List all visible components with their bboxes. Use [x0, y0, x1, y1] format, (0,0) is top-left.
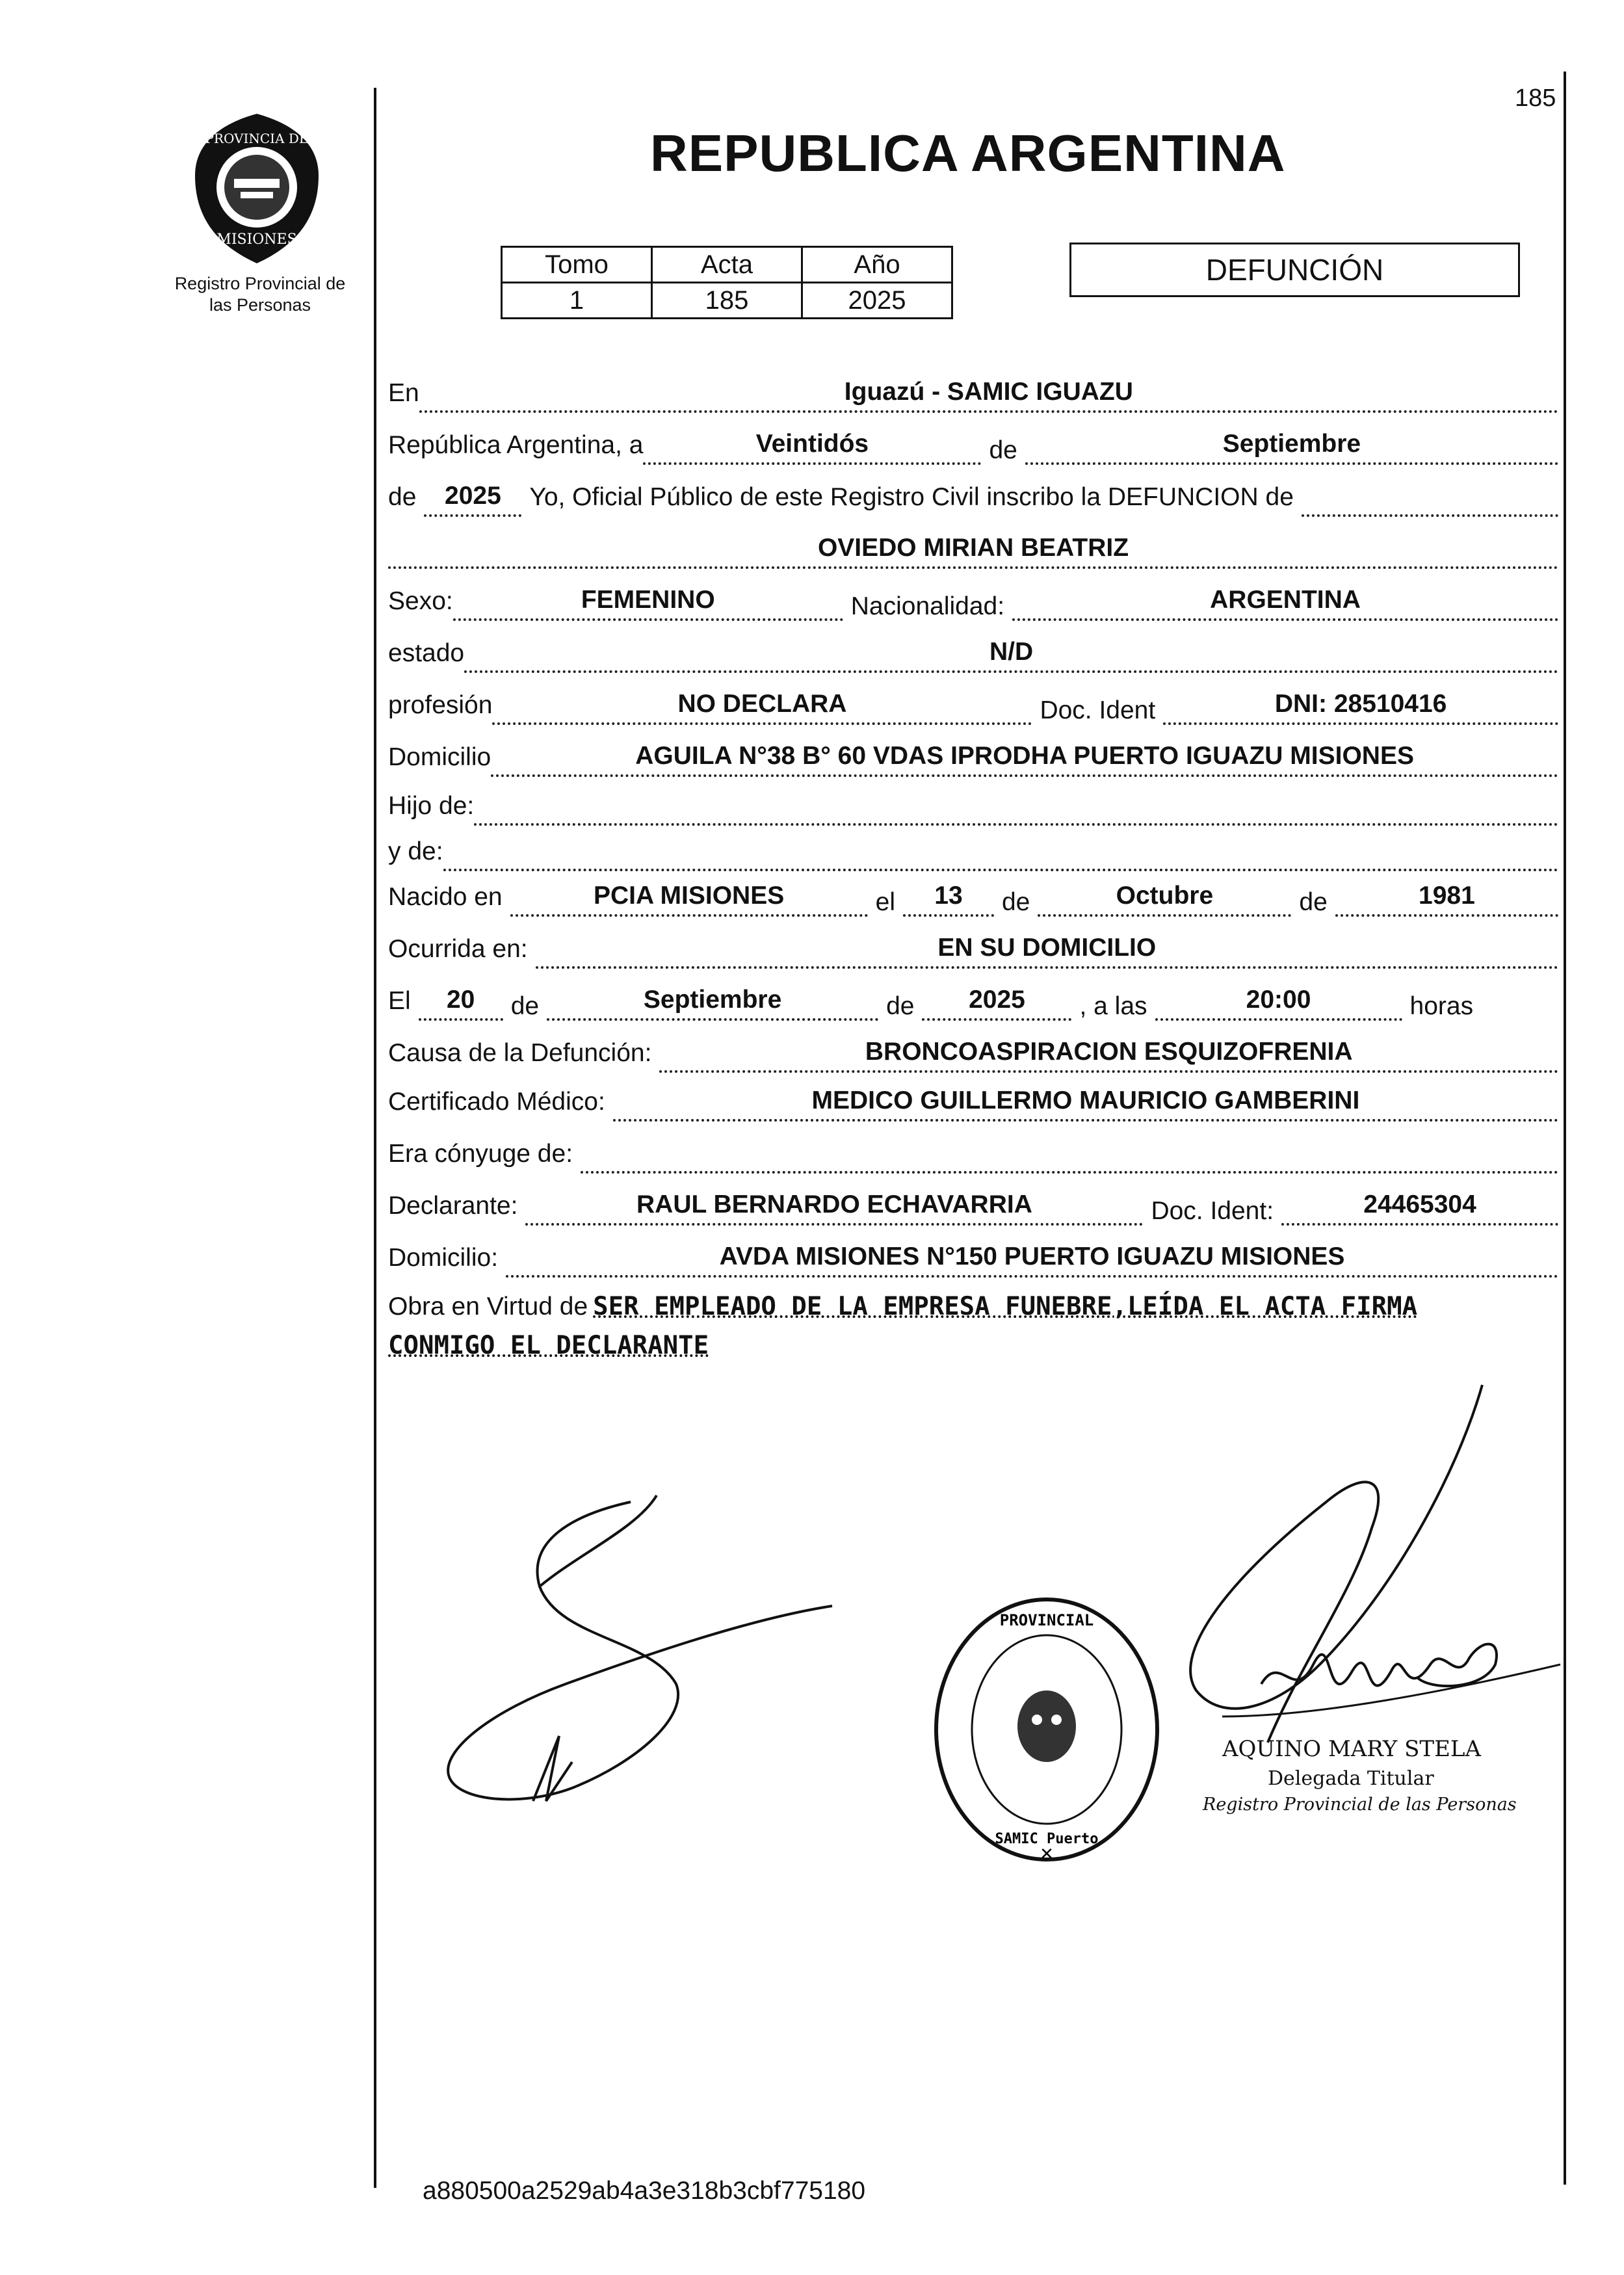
row-declarante	[388, 1187, 1558, 1226]
label-de: de	[989, 436, 1017, 464]
page-title: REPUBLICA ARGENTINA	[650, 124, 1286, 182]
delegate-signature	[1157, 1378, 1573, 1782]
left-margin-rule	[374, 88, 376, 2188]
label-hijo-de: Hijo de:	[388, 792, 475, 820]
field-y-de	[443, 834, 1558, 871]
label-doc-ident: Doc. Ident	[1040, 696, 1156, 724]
row-conyuge	[388, 1135, 1558, 1174]
label-nacionalidad: Nacionalidad:	[850, 592, 1005, 620]
label-nacido-en: Nacido en	[388, 883, 503, 911]
label-horas: horas	[1409, 992, 1474, 1020]
field-sexo: FEMENINO	[453, 583, 843, 621]
row-domicilio	[388, 738, 1558, 777]
label-el: el	[875, 888, 895, 916]
row-place	[388, 374, 1558, 413]
field-nacionalidad: ARGENTINA	[1012, 583, 1558, 621]
label-domicilio: Domicilio	[388, 743, 491, 771]
field-place: Iguazú - SAMIC IGUAZU	[419, 375, 1558, 413]
signatory-name: AQUINO MARY STELA	[1222, 1736, 1482, 1762]
label-de-month: de	[1001, 888, 1030, 916]
row-certificado	[388, 1083, 1558, 1122]
label-doc-ident2: Doc. Ident:	[1151, 1197, 1274, 1225]
label-estado: estado	[388, 639, 465, 667]
row-ocurrida	[388, 930, 1558, 969]
registry-label-line2: las Personas	[209, 295, 311, 315]
row-y-de	[388, 832, 1558, 871]
row-deceased-name	[388, 530, 1558, 569]
field-officer-blank	[1302, 479, 1558, 517]
label-certificado: Certificado Médico:	[388, 1088, 605, 1116]
row-profesion	[388, 686, 1558, 725]
field-birth-day: 13	[903, 879, 994, 917]
field-birth-year: 1981	[1335, 879, 1558, 917]
document-hash: a880500a2529ab4a3e318b3cbf775180	[423, 2177, 866, 2205]
field-declarante-domicilio: AVDA MISIONES N°150 PUERTO IGUAZU MISIONES	[506, 1240, 1558, 1278]
field-declarante: RAUL BERNARDO ECHAVARRIA	[525, 1188, 1143, 1226]
signatory-organization: Registro Provincial de las Personas	[1203, 1795, 1517, 1815]
row-date	[388, 426, 1558, 465]
field-domicilio: AGUILA N°38 B° 60 VDAS IPRODHA PUERTO IGUAZU MISIONES	[491, 739, 1558, 777]
label-obra: Obra en Virtud de	[388, 1293, 588, 1321]
label-conyuge: Era cónyuge de:	[388, 1140, 573, 1168]
header-ano: Año	[802, 247, 952, 283]
row-nacido	[388, 878, 1558, 917]
field-causa: BRONCOASPIRACION ESQUIZOFRENIA	[659, 1035, 1558, 1073]
svg-text:✕: ✕	[1040, 1845, 1054, 1864]
field-nacido-en: PCIA MISIONES	[510, 879, 868, 917]
label-a-las: , a las	[1079, 992, 1147, 1020]
field-month: Septiembre	[1025, 427, 1558, 465]
field-estado: N/D	[464, 635, 1558, 673]
svg-text:MISIONES: MISIONES	[216, 231, 297, 248]
right-margin-rule	[1564, 72, 1566, 2185]
page-number: 185	[1515, 85, 1556, 112]
field-obra-line2: CONMIGO EL DECLARANTE	[388, 1331, 709, 1360]
field-deceased-name: OVIEDO MIRIAN BEATRIZ	[388, 531, 1558, 569]
value-tomo: 1	[502, 283, 652, 319]
book-reference-table	[501, 246, 953, 319]
field-day-text: Veintidós	[643, 427, 981, 465]
field-year: 2025	[424, 479, 521, 517]
field-conyuge	[581, 1136, 1558, 1174]
province-seal-logo	[189, 111, 325, 267]
field-hijo-de	[474, 788, 1558, 826]
label-domicilio2: Domicilio:	[388, 1244, 499, 1272]
row-estado	[388, 634, 1558, 673]
field-doc-ident: DNI: 28510416	[1163, 687, 1558, 725]
field-death-month: Septiembre	[547, 983, 878, 1021]
declarant-signature	[442, 1489, 845, 1827]
row-hijo-de	[388, 787, 1558, 826]
label-sexo: Sexo:	[388, 587, 453, 615]
header-acta: Acta	[652, 247, 802, 283]
document-type-box	[1069, 243, 1520, 297]
label-profesion: profesión	[388, 691, 493, 719]
label-causa: Causa de la Defunción:	[388, 1039, 652, 1067]
registry-label	[156, 273, 364, 316]
label-de-year2: de	[1299, 888, 1328, 916]
value-acta: 185	[652, 283, 802, 319]
official-stamp	[923, 1586, 1170, 1873]
field-birth-month: Octubre	[1038, 879, 1291, 917]
signatory-role: Delegada Titular	[1268, 1767, 1434, 1790]
field-death-day: 20	[419, 983, 503, 1021]
label-de-year: de	[388, 483, 417, 511]
label-declarante: Declarante:	[388, 1192, 518, 1220]
header-tomo: Tomo	[502, 247, 652, 283]
field-certificado: MEDICO GUILLERMO MAURICIO GAMBERINI	[613, 1084, 1558, 1122]
svg-text:PROVINCIA DE: PROVINCIA DE	[205, 131, 309, 146]
svg-text:PROVINCIAL: PROVINCIAL	[999, 1611, 1094, 1629]
field-ocurrida: EN SU DOMICILIO	[536, 931, 1558, 969]
row-sexo	[388, 582, 1558, 621]
label-de-death-year: de	[886, 992, 915, 1020]
value-ano: 2025	[802, 283, 952, 319]
field-obra-line1: SER EMPLEADO DE LA EMPRESA FUNEBRE,LEÍDA EL ACTA FIRMA	[593, 1292, 1418, 1321]
label-El: El	[388, 987, 411, 1015]
field-profesion: NO DECLARA	[492, 687, 1032, 725]
svg-text:SAMIC Puerto: SAMIC Puerto	[995, 1831, 1099, 1847]
label-ocurrida: Ocurrida en:	[388, 935, 528, 963]
field-declarante-doc: 24465304	[1281, 1188, 1558, 1226]
label-officer: Yo, Oficial Público de este Registro Civil inscribo la DEFUNCION de	[529, 483, 1294, 511]
registry-label-line1: Registro Provincial de	[174, 274, 346, 293]
field-death-year: 2025	[922, 983, 1071, 1021]
label-de-death-month: de	[510, 992, 540, 1020]
row-causa	[388, 1034, 1558, 1073]
document-type: DEFUNCIÓN	[1205, 253, 1384, 287]
label-y-de: y de:	[388, 837, 443, 865]
label-republica: República Argentina, a	[388, 431, 644, 459]
field-death-time: 20:00	[1155, 983, 1402, 1021]
row-domicilio2	[388, 1239, 1558, 1278]
row-death-date	[388, 982, 1558, 1021]
row-obra2	[388, 1326, 1558, 1365]
row-obra	[388, 1287, 1558, 1326]
row-officer	[388, 478, 1558, 517]
label-en: En	[388, 379, 419, 407]
